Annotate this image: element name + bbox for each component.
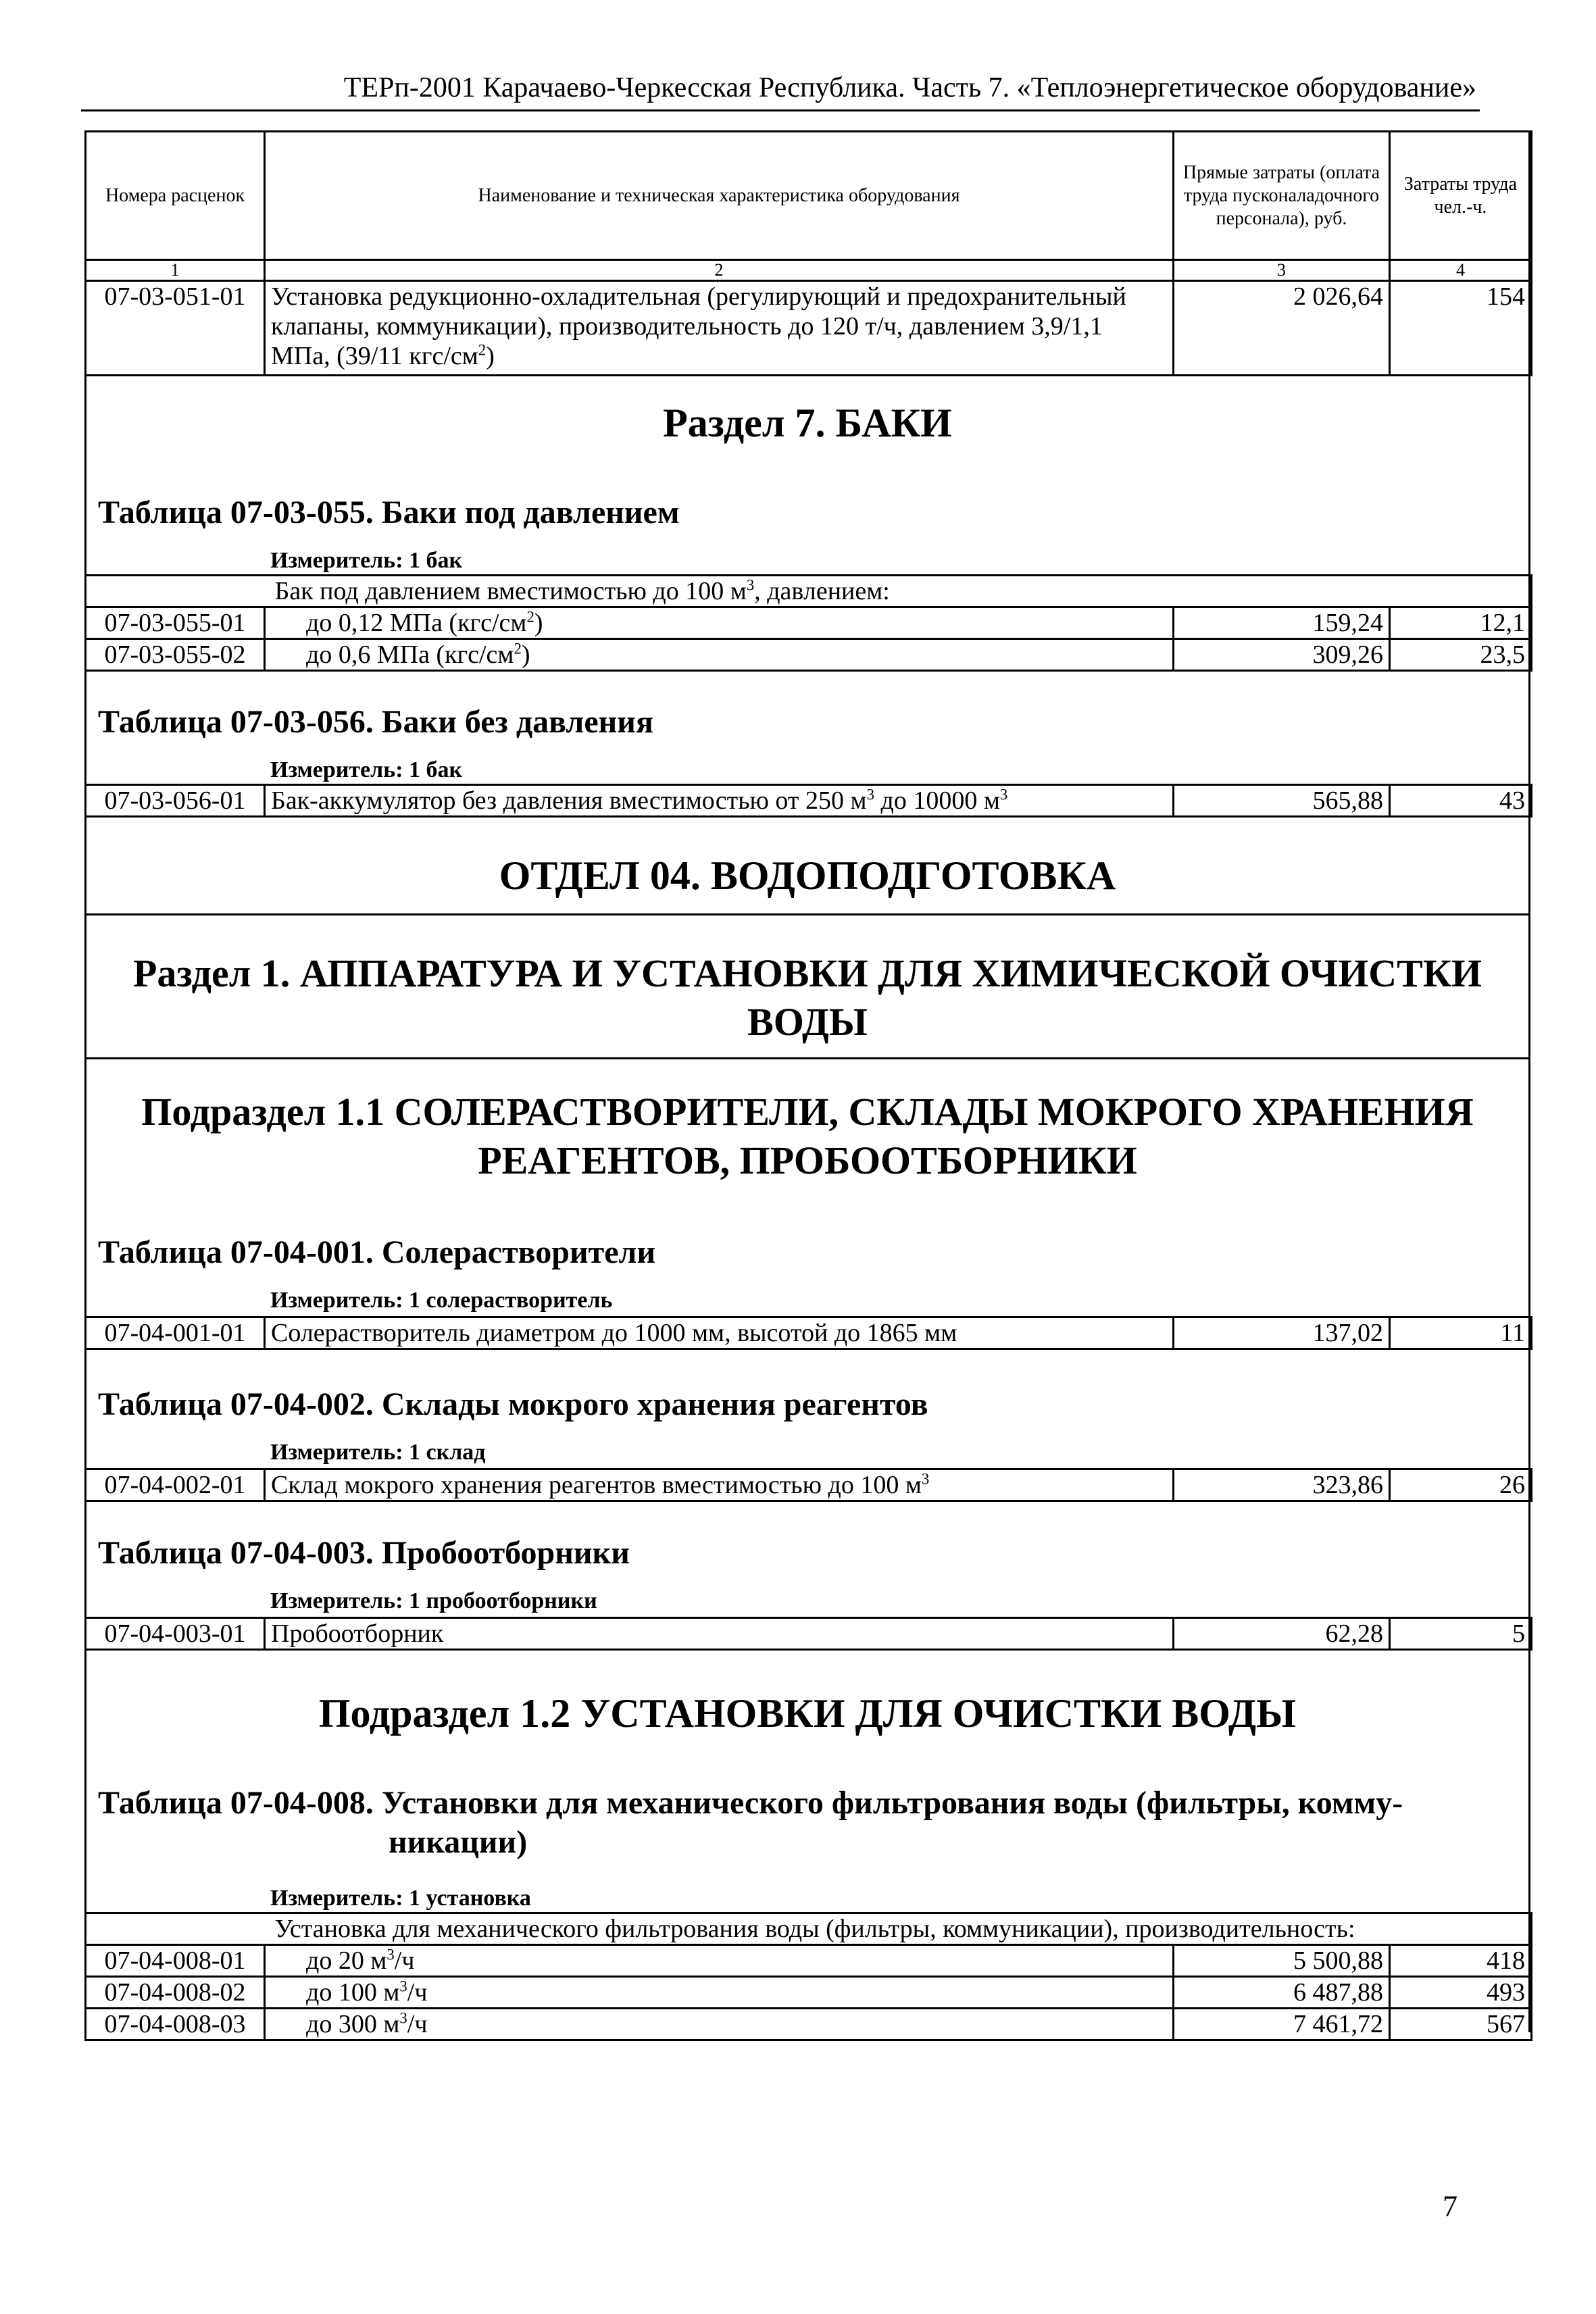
- rates-table: [84, 574, 1532, 672]
- table-row: [86, 1618, 1532, 1650]
- row-name: Бак-аккумулятор без давления вместимостью от 250 $м^3$ до 10000 $м^3$: [265, 785, 1174, 817]
- row-name: до 20 $м^3/ч$: [265, 1945, 1174, 1977]
- row-name: до 100 $м^3/ч$: [265, 1977, 1174, 2009]
- row-name: до 0,12 МПа $(кгс/см^2)$: [265, 607, 1174, 639]
- row-code: 07-04-008-01: [86, 1945, 265, 1977]
- row-cost: 323,86: [1174, 1469, 1390, 1501]
- row-name: [265, 281, 1174, 376]
- meter-label: Измеритель: 1 пробоотборники: [270, 1588, 597, 1613]
- meter-label: Измеритель: 1 установка: [270, 1886, 531, 1911]
- table-row: [86, 2009, 1532, 2040]
- row-code: 07-04-008-02: [86, 1977, 265, 2009]
- row-cost: 7 461,72: [1174, 2009, 1390, 2040]
- col-index-3: 3: [1174, 260, 1390, 281]
- table-row: [86, 639, 1532, 671]
- table-row: [86, 1945, 1532, 1977]
- row-name-line-3: МПа, (39/11 кгс/$см^2$): [271, 341, 495, 370]
- table-title: Таблица 07-04-002. Склады мокрого хранения реагентов: [98, 1386, 928, 1422]
- row-name: Склад мокрого хранения реагентов вместимостью до 100 $м^3$: [265, 1469, 1174, 1501]
- running-header: ТЕРп-2001 Карачаево-Черкесская Республика. Часть 7. «Теплоэнергетическое оборудование»: [343, 72, 1476, 103]
- row-labor: 418: [1390, 1945, 1532, 1977]
- section-title: Раздел 7. БАКИ: [663, 401, 952, 445]
- table-row: [86, 607, 1532, 639]
- table-row: [86, 1977, 1532, 2009]
- row-cost: 2 026,64: [1174, 281, 1390, 376]
- table-title: Таблица 07-03-055. Баки под давлением: [98, 495, 680, 530]
- row-cost: 137,02: [1174, 1317, 1390, 1349]
- rates-table: [84, 784, 1532, 818]
- general-description: Бак под давлением вместимостью до 100 $м^3$, давлением:: [265, 576, 1532, 607]
- meter-label: Измеритель: 1 бак: [270, 757, 463, 782]
- row-name: Солерастворитель диаметром до 1000 мм, высотой до 1865 мм: [265, 1317, 1174, 1349]
- department-title: ОТДЕЛ 04. ВОДОПОДГОТОВКА: [499, 853, 1116, 898]
- row-name: до 300 $м^3/ч$: [265, 2009, 1174, 2040]
- column-header-table: [84, 130, 1532, 376]
- row-cost: 6 487,88: [1174, 1977, 1390, 2009]
- rates-table: [84, 1316, 1532, 1350]
- header-rule: [81, 109, 1480, 111]
- page-number: 7: [1443, 2190, 1457, 2223]
- col-header-code: Номера расценок: [86, 132, 265, 260]
- row-name: до 0,6 МПа $(кгс/см^2)$: [265, 639, 1174, 671]
- meter-label: Измеритель: 1 бак: [270, 548, 463, 573]
- row-code: 07-03-055-02: [86, 639, 265, 671]
- row-labor: 11: [1390, 1317, 1532, 1349]
- table-row: [86, 785, 1532, 817]
- divider: [84, 1057, 1530, 1059]
- row-code: 07-03-055-01: [86, 607, 265, 639]
- table-title: Таблица 07-04-001. Солерастворители: [98, 1234, 656, 1270]
- row-code: 07-04-003-01: [86, 1618, 265, 1650]
- general-row: [86, 1913, 1532, 1945]
- row-name-line-2: клапаны, коммуникации), производительность до 120 т/ч, давлением 3,9/1,1: [271, 312, 1103, 341]
- table-title: Таблица 07-04-003. Пробоотборники: [98, 1535, 630, 1571]
- rates-table: [84, 1912, 1532, 2041]
- section-title: Раздел 1. АППАРАТУРА И УСТАНОВКИ ДЛЯ ХИМИЧЕСКОЙ ОЧИСТКИ ВОДЫ: [132, 951, 1482, 1044]
- row-code: 07-04-001-01: [86, 1317, 265, 1349]
- row-labor: 567: [1390, 2009, 1532, 2040]
- rates-table: [84, 1468, 1532, 1502]
- row-name-line-1: Установка редукционно-охладительная (регулирующий и предохранительный: [271, 282, 1126, 311]
- row-code: 07-03-051-01: [86, 281, 265, 376]
- row-labor: 493: [1390, 1977, 1532, 2009]
- row-code: 07-04-008-03: [86, 2009, 265, 2040]
- table-title: Таблица 07-03-056. Баки без давления: [98, 704, 653, 740]
- row-cost: 5 500,88: [1174, 1945, 1390, 1977]
- row-cost: 565,88: [1174, 785, 1390, 817]
- col-header-direct-costs: Прямые затраты (оплата труда пусконаладочного персонала), руб.: [1174, 132, 1390, 260]
- row-labor: 23,5: [1390, 639, 1532, 671]
- row-labor: 43: [1390, 785, 1532, 817]
- table-row: [86, 281, 1532, 376]
- row-cost: 309,26: [1174, 639, 1390, 671]
- table-row: [86, 1469, 1532, 1501]
- col-header-labor: Затраты труда чел.-ч.: [1390, 132, 1532, 260]
- col-index-2: 2: [265, 260, 1174, 281]
- row-labor: 5: [1390, 1618, 1532, 1650]
- meter-label: Измеритель: 1 склад: [270, 1440, 486, 1465]
- col-header-name: Наименование и техническая характеристика оборудования: [265, 132, 1174, 260]
- general-row: [86, 576, 1532, 607]
- row-cost: 159,24: [1174, 607, 1390, 639]
- rates-table: [84, 1617, 1532, 1651]
- divider: [84, 913, 1530, 915]
- row-labor: 154: [1390, 281, 1532, 376]
- table-row: [86, 1317, 1532, 1349]
- col-index-1: 1: [86, 260, 265, 281]
- subsection-title: Подраздел 1.1 СОЛЕРАСТВОРИТЕЛИ, СКЛАДЫ МОКРОГО ХРАНЕНИЯ РЕАГЕНТОВ, ПРОБООТБОРНИКИ: [141, 1090, 1474, 1182]
- row-code: 07-04-002-01: [86, 1469, 265, 1501]
- col-index-4: 4: [1390, 260, 1532, 281]
- meter-label: Измеритель: 1 солерастворитель: [270, 1288, 613, 1313]
- row-labor: 12,1: [1390, 607, 1532, 639]
- general-description: Установка для механического фильтрования воды (фильтры, коммуникации), производительность:: [265, 1913, 1532, 1945]
- row-name: Пробоотборник: [265, 1618, 1174, 1650]
- row-cost: 62,28: [1174, 1618, 1390, 1650]
- row-labor: 26: [1390, 1469, 1532, 1501]
- subsection-title: Подраздел 1.2 УСТАНОВКИ ДЛЯ ОЧИСТКИ ВОДЫ: [318, 1691, 1297, 1736]
- row-code: 07-03-056-01: [86, 785, 265, 817]
- table-title: Таблица 07-04-008. Установки для механического фильтрования воды (фильтры, комму- никации): [98, 1785, 1403, 1860]
